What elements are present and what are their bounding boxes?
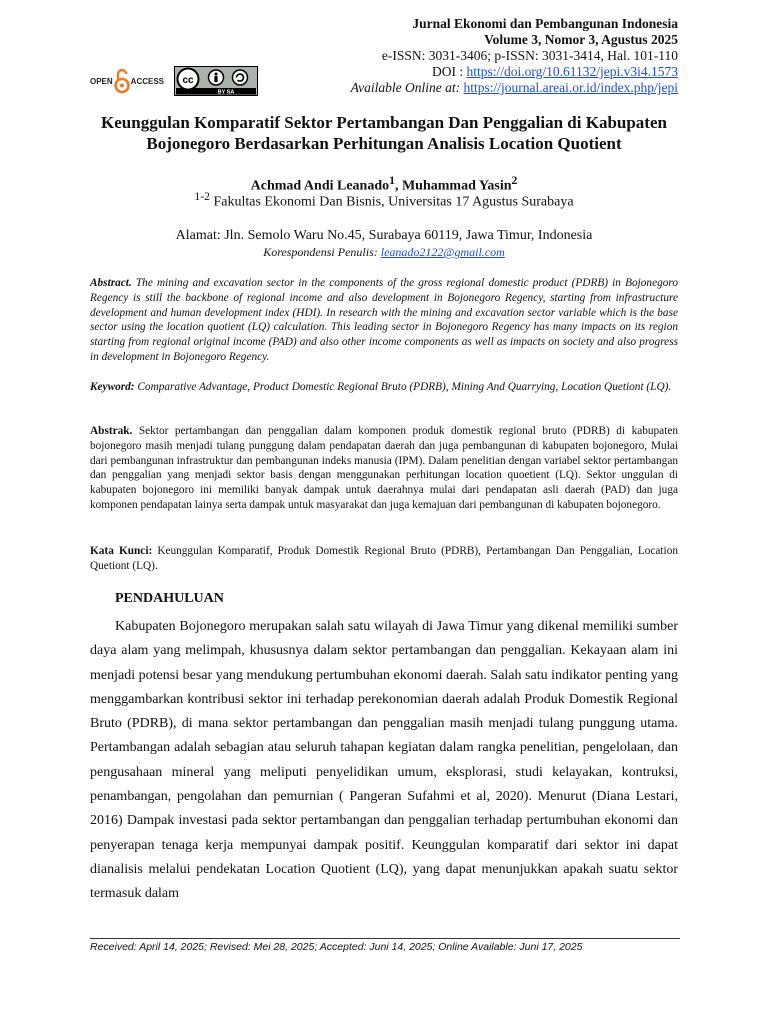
svg-text:cc: cc bbox=[182, 75, 194, 86]
keywords-english bbox=[90, 380, 678, 395]
cc-by-sa-badge bbox=[174, 66, 258, 96]
correspondence-email-link[interactable]: leanado2122@gmail.com bbox=[380, 245, 505, 259]
correspondence-label: Korespondensi Penulis: bbox=[263, 245, 381, 259]
open-lock-icon bbox=[114, 68, 130, 94]
oa-left-text: OPEN bbox=[90, 76, 113, 86]
journal-name: Jurnal Ekonomi dan Pembangunan Indonesia bbox=[412, 16, 678, 31]
abstract-english bbox=[90, 276, 678, 365]
correspondence bbox=[80, 245, 688, 260]
author-separator: , bbox=[394, 178, 402, 194]
abstract-en-text: The mining and excavation sector in the components of the gross regional domestic product (PDRB) in Bojonegoro Regency is still the backbone of regional income and also development in Bojonegoro Regency, starting from infrastructure development and human development index (HDI). In research with the mining and excavation sector variable which is the base sector using the location quotient (LQ) calculation. This leading sector in Bojonegoro Regency has many impacts on its region starting from regional original income (PAD) and also other income components as well as impacts on society and also progress in development in Bojonegoro Regency. bbox=[90, 277, 678, 363]
abstract-indonesian bbox=[90, 424, 678, 513]
doi-link[interactable]: https://doi.org/10.61132/jepi.v3i4.1573 bbox=[466, 64, 678, 79]
affiliation-sup: 1-2 bbox=[194, 190, 210, 203]
address: Alamat: Jln. Semolo Waru No.45, Surabaya 60119, Jawa Timur, Indonesia bbox=[175, 228, 593, 243]
doi-label: DOI : bbox=[431, 64, 467, 79]
keywords-indonesian bbox=[90, 544, 678, 574]
journal-header bbox=[351, 16, 678, 96]
open-access-logo bbox=[90, 68, 164, 94]
journal-website-link[interactable]: https://journal.areai.or.id/index.php/jepi bbox=[463, 80, 678, 95]
keywords-id-text: Keunggulan Komparatif, Produk Domestik Regional Bruto (PDRB), Pertambangan Dan Penggalian, Location Quetiont (LQ). bbox=[90, 545, 678, 572]
body-paragraph: Kabupaten Bojonegoro merupakan salah satu wilayah di Jawa Timur yang dikenal memiliki sumber daya alam yang melimpah, khususnya dalam sektor pertambangan dan penggalian. Kekayaan alam ini menjadi potensi besar yang mendukung pertumbuhan ekonomi daerah. Salah satu indikator penting yang menggambarkan kontribusi sektor ini terhadap perekonomian daerah adalah Produk Domestik Regional Bruto (PDRB), di mana sektor pertambangan dan penggalian masih menjadi tulang punggung utama. Pertambangan adalah sebagian atau seluruh tahapan kegiatan dalam rangka penelitian, pengelolaan, dan pengusahaan mineral yang meliputi penyelidikan umum, eksplorasi, studi kelayakan, kontruksi, penambangan, pengolahan dan pemurnian ( Pangeran Sufahmi et al, 2020). Menurut (Diana Lestari, 2016) Dampak investasi pada sektor pertambangan dan penggalian terhadap pertumbuhan ekonomi dan penyerapan tenaga kerja mempunyai dampak positif. Keunggulan komparatif dari sektor ini dapat dianalisis melalui pendekatan Location Quotient (LQ), yang dapat menunjukkan apakah suatu sektor termasuk dalam bbox=[90, 619, 678, 902]
author-2-sup: 2 bbox=[511, 174, 518, 187]
journal-issn: e-ISSN: 3031-3406; p-ISSN: 3031-3414, Hal. 101-110 bbox=[381, 48, 678, 63]
keywords-en-text: Comparative Advantage, Product Domestic Regional Bruto (PDRB), Mining And Quarrying, Location Quetiont (LQ). bbox=[134, 381, 672, 393]
available-line bbox=[351, 80, 678, 96]
available-label: Available Online at: bbox=[350, 80, 464, 95]
article-title: Keunggulan Komparatif Sektor Pertambangan Dan Penggalian di Kabupaten Bojonegoro Berdasarkan Perhitungan Analisis Location Quotient bbox=[101, 113, 667, 153]
cc-badge-text: BY SA bbox=[217, 89, 235, 96]
author-1: Achmad Andi Leanado bbox=[250, 178, 390, 194]
doi-line bbox=[351, 64, 678, 80]
abstract-en-label: Abstract. bbox=[90, 277, 132, 289]
footer-divider bbox=[90, 938, 680, 939]
keywords-en-label: Keyword: bbox=[90, 381, 135, 393]
affiliation-text: Fakultas Ekonomi Dan Bisnis, Universitas 17 Agustus Surabaya bbox=[209, 194, 574, 210]
keywords-id-label: Kata Kunci: bbox=[90, 545, 153, 557]
author-2: Muhammad Yasin bbox=[401, 178, 512, 194]
section-title: PENDAHULUAN bbox=[115, 591, 224, 606]
license-logos bbox=[90, 64, 258, 98]
abstract-id-text: Sektor pertambangan dan penggalian dalam komponen produk domestik regional bruto (PDRB) di kabupaten bojonegoro masih menjadi tulang punggung dalam pendapatan daerah dan juga pembangunan di kabupaten bojonegoro, Mulai dari pembangunan infrastruktur dan pembangunan indeks manusia (IPM). Dalam penelitian dengan variabel sektor pertambangan dan penggalian yang menjadi sektor basis dengan menggunakan perhitungan location quoetient (LQ). Sektor unggulan di kabupaten bojonegoro ini memiliki banyak dampak untuk daerahnya mulai dari pendapatan asli daerah (PAD) dan juga komponen pendapatan lainya serta dampak untuk masyarakat dan juga kemajuan dari pembangunan di kabupaten bojonegoro. bbox=[90, 425, 678, 511]
affiliation bbox=[80, 190, 688, 211]
author-1-sup: 1 bbox=[389, 174, 395, 187]
abstract-id-label: Abstrak. bbox=[90, 425, 133, 437]
oa-right-text: ACCESS bbox=[130, 76, 165, 86]
journal-volume: Volume 3, Nomor 3, Agustus 2025 bbox=[484, 32, 678, 47]
footer-dates: Received: April 14, 2025; Revised: Mei 28, 2025; Accepted: Juni 14, 2025; Online Available: Juni 17, 2025 bbox=[90, 941, 583, 953]
